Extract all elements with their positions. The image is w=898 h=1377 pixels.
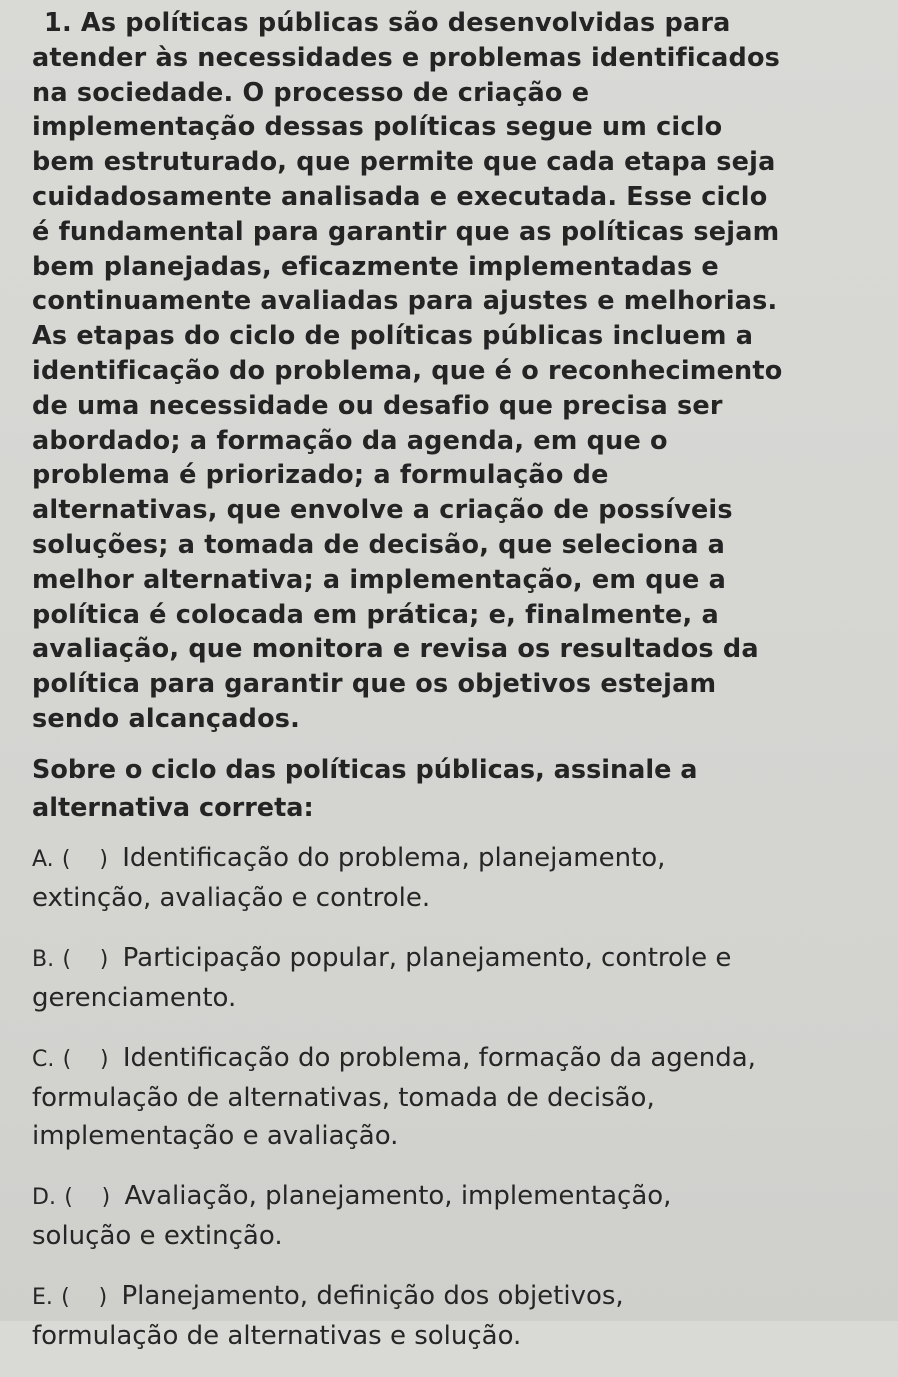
prompt-line: Sobre o ciclo das políticas públicas, assinale a [32,754,698,785]
bracket-open: ( [62,946,71,972]
answer-checkbox[interactable] [63,1041,115,1079]
option-c[interactable] [32,1039,882,1155]
bracket-close: ) [99,946,109,972]
exam-sheet [32,6,882,1377]
question-line: implementação dessas políticas segue um ciclo [32,112,723,143]
question-line: atender às necessidades e problemas identificados [32,42,781,73]
question-line: de uma necessidade ou desafio que precisa ser [32,390,723,421]
bracket-open: ( [61,1284,70,1310]
answer-checkbox[interactable] [61,1279,113,1317]
answer-checkbox[interactable] [62,841,114,879]
option-d[interactable] [32,1177,882,1255]
option-a[interactable] [32,839,882,917]
question-line: na sociedade. O processo de criação e [32,77,590,108]
option-letter: A. [32,846,54,872]
bracket-close: ) [101,1184,111,1210]
question-line: soluções; a tomada de decisão, que seleciona a [32,529,726,560]
question-line: identificação do problema, que é o reconhecimento [32,355,783,386]
question-line: é fundamental para garantir que as políticas sejam [32,216,780,247]
question-line: continuamente avaliadas para ajustes e melhorias. [32,286,778,317]
option-letter: E. [32,1284,53,1310]
question-line: avaliação, que monitora e revisa os resultados da [32,634,759,665]
option-text: formulação de alternativas e solução. [32,1320,522,1351]
option-letter: C. [32,1046,55,1072]
prompt-line: alternativa correta: [32,792,314,823]
question-line: política para garantir que os objetivos estejam [32,669,717,700]
question-line: sendo alcançados. [32,703,301,734]
option-letter: D. [32,1184,56,1210]
question-line: bem planejadas, eficazmente implementadas e [32,251,719,282]
option-text: Planejamento, definição dos objetivos, [121,1280,624,1311]
question-line: melhor alternativa; a implementação, em que a [32,564,726,595]
option-text: Identificação do problema, planejamento, [122,842,666,873]
option-text: Avaliação, planejamento, implementação, [124,1180,672,1211]
answer-options [32,839,882,1355]
question-line: 1. As políticas públicas são desenvolvidas para [44,8,731,38]
bracket-close: ) [99,846,108,872]
question-line: cuidadosamente analisada e executada. Esse ciclo [32,181,768,212]
option-text: gerenciamento. [32,982,237,1013]
question-line: bem estruturado, que permite que cada etapa seja [32,147,776,178]
answer-checkbox[interactable] [64,1179,116,1217]
bracket-open: ( [62,1046,72,1072]
option-text: extinção, avaliação e controle. [32,882,431,913]
bracket-close: ) [98,1284,108,1310]
option-text: formulação de alternativas, tomada de decisão, [32,1082,655,1113]
option-letter: B. [32,946,55,972]
question-line: abordado; a formação da agenda, em que o [32,425,668,456]
bracket-open: ( [64,1184,73,1210]
option-e[interactable] [32,1277,882,1355]
answer-checkbox[interactable] [62,941,114,979]
option-text: solução e extinção. [32,1220,283,1251]
question-line: alternativas, que envolve a criação de possíveis [32,495,733,526]
bracket-open: ( [61,846,71,872]
bracket-close: ) [100,1046,109,1072]
question-prompt [32,751,882,827]
question-line: As etapas do ciclo de políticas públicas incluem a [32,321,754,352]
option-b[interactable] [32,939,882,1017]
question-text [32,6,882,737]
option-text: Participação popular, planejamento, controle e [122,942,732,973]
question-line: política é colocada em prática; e, finalmente, a [32,599,719,630]
question-line: problema é priorizado; a formulação de [32,460,609,491]
option-text: implementação e avaliação. [32,1120,399,1151]
option-text: Identificação do problema, formação da agenda, [122,1042,756,1073]
